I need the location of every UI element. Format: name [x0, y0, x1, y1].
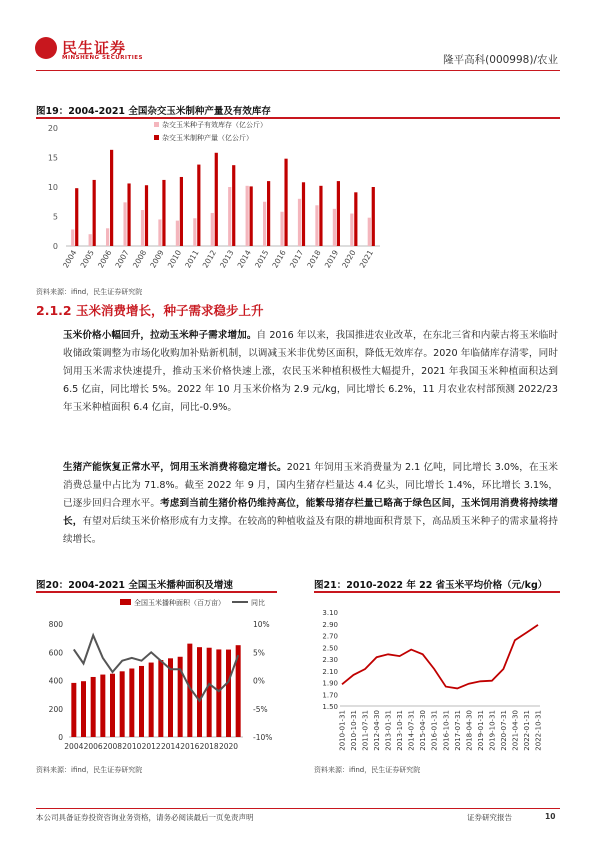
- fig20-xtick-2014: 2014: [160, 742, 181, 751]
- fig21-xtick-2021-04-30: 2021-04-30: [511, 710, 520, 751]
- fig20-xtick-2018: 2018: [199, 742, 219, 751]
- header-divider: [36, 70, 560, 71]
- fig20-xtick-2004: 2004: [64, 742, 84, 751]
- fig19-bar-inventory-2015: [263, 202, 266, 246]
- fig19-bar-inventory-2007: [123, 202, 126, 246]
- fig19-xtick-2018: 2018: [305, 248, 323, 270]
- fig20-bar-2011: [139, 666, 144, 737]
- fig20-xtick-2020: 2020: [218, 742, 239, 751]
- fig19-bar-output-2017: [302, 182, 305, 246]
- paragraph-2-emphasis: 考虑到当前生猪价格仍维持高位，能繁母猪存栏量已略高于绿色区间，玉米饲用消费将持续增长，: [63, 498, 559, 527]
- fig21-chart: [314, 592, 560, 762]
- fig21-xtick-2010-10-31: 2010-10-31: [350, 710, 358, 751]
- fig19-bar-output-2011: [197, 165, 200, 246]
- fig20-bar-2006: [91, 677, 96, 737]
- fig19-bar-inventory-2011: [193, 218, 196, 246]
- fig20-legend-swatch-area: [120, 599, 131, 605]
- fig20-ytick-0: 0: [58, 733, 63, 742]
- fig20-title: 图20：2004-2021 全国玉米播种面积及增速: [36, 580, 233, 591]
- fig20-source: 资料来源：ifind，民生证券研究院: [36, 766, 143, 774]
- fig21-ytick-0: 3.10: [322, 609, 338, 617]
- fig19-xtick-2010: 2010: [165, 248, 184, 270]
- fig21-ytick-2: 2.70: [322, 632, 338, 641]
- fig20-growth-line: [74, 635, 238, 701]
- footer-disclaimer: 本公司具备证券投资咨询业务资格，请务必阅读最后一页免责声明: [36, 813, 254, 822]
- fig19-legend-swatch-0: [154, 122, 159, 127]
- fig19-xtick-2020: 2020: [340, 248, 358, 270]
- fig19-bar-inventory-2018: [315, 205, 318, 246]
- fig19-xtick-2006: 2006: [96, 248, 114, 270]
- fig20-y2tick-1: 5%: [253, 648, 265, 658]
- fig21-ytick-1: 2.90: [322, 620, 338, 629]
- fig19-bar-inventory-2019: [333, 209, 336, 246]
- fig19-xtick-2013: 2013: [218, 248, 236, 270]
- fig19-xtick-2015: 2015: [253, 248, 271, 270]
- fig20-y2tick-3: -5%: [253, 704, 268, 714]
- footer-divider: [36, 808, 560, 809]
- fig19-xtick-2011: 2011: [183, 248, 201, 270]
- fig19-bar-inventory-2006: [106, 228, 109, 246]
- fig21-price-line: [342, 625, 538, 689]
- fig21-source: 资料来源：ifind，民生证券研究院: [314, 766, 421, 774]
- header-company: 隆平高科(000998)/农业: [443, 54, 558, 66]
- fig19-xtick-2005: 2005: [78, 248, 96, 270]
- fig20-xtick-2006: 2006: [83, 742, 103, 751]
- fig20-ytick-3: 600: [48, 648, 63, 658]
- logo-text: 民生证券: [62, 39, 127, 57]
- paragraph-2-body: 2021 年饲用玉米消费量为 2.1 亿吨，同比增长 3.0%，在玉米消费总量中占比为 71.8%。截至 2022 年 9 月，国内生猪存栏量达 4.4 亿头，同比增长 1.4%，环比增长 3.1%，已逐步回归合理水平。: [63, 462, 558, 509]
- fig19-legend-label-1: 杂交玉米制种产量（亿公斤）: [162, 134, 253, 142]
- fig19-ytick-4: 20: [47, 124, 58, 133]
- fig20-ytick-1: 200: [48, 704, 63, 714]
- fig20-bar-2010: [129, 668, 134, 737]
- fig19-bar-output-2010: [180, 177, 183, 246]
- fig21-ytick-7: 1.70: [322, 691, 338, 700]
- fig19-xtick-2019: 2019: [322, 248, 341, 270]
- fig20-bar-2009: [120, 671, 125, 737]
- fig21-ytick-3: 2.50: [322, 644, 338, 653]
- paragraph-2-tail: 有望对后续玉米价格形成有力支撑。在较高的种植收益及有限的耕地面积背景下，高品质玉米种子的需求量将持续增长。: [63, 516, 559, 545]
- fig21-xtick-2010-01-31: 2010-01-31: [338, 710, 347, 751]
- fig19-ytick-0: 0: [52, 242, 58, 251]
- fig20-bar-2007: [100, 675, 105, 737]
- fig19-bar-output-2013: [232, 165, 235, 246]
- paragraph-1-lead: 玉米价格小幅回升，拉动玉米种子需求增加。: [63, 330, 257, 341]
- fig20-bar-2019: [216, 649, 221, 737]
- fig21-xtick-2011-07-31: 2011-07-31: [361, 710, 370, 751]
- fig21-xtick-2018-04-30: 2018-04-30: [465, 710, 474, 751]
- fig19-xtick-2004: 2004: [61, 248, 79, 270]
- fig20-xtick-2008: 2008: [102, 742, 123, 751]
- fig19-ytick-3: 15: [47, 153, 58, 163]
- fig19-bar-output-2014: [250, 186, 253, 246]
- fig19-bar-inventory-2010: [176, 221, 179, 246]
- fig20-bar-2012: [149, 663, 154, 737]
- fig19-source: 资料来源：ifind，民生证券研究院: [36, 288, 143, 296]
- fig20-ytick-2: 400: [48, 676, 63, 686]
- fig19-xtick-2016: 2016: [270, 248, 288, 270]
- fig19-bar-output-2020: [354, 192, 357, 246]
- fig21-xtick-2013-01-31: 2013-01-31: [384, 710, 393, 751]
- fig19-bar-output-2021: [372, 187, 375, 246]
- fig19-bar-inventory-2021: [368, 218, 371, 246]
- fig21-ytick-6: 1.90: [322, 679, 338, 688]
- fig19-ytick-1: 5: [52, 212, 58, 222]
- paragraph-1-body: 自 2016 年以来，我国推进农业改革，在东北三省和内蒙古将玉米临时收储政策调整为市场化收购加补贴新机制，以调减玉米非优势区面积，降低无效库存。2020 年临储库存清零，同时饲用玉米需求快速提升，推动玉米价格快速上涨，农民玉米种植积极性大幅提升，2021 年我国玉米种植面积达到 6.5 亿亩，同比增长 5%。2022 年 10 月玉米价格为 2.9 元/kg，同比增长 6.2%，11 月农业农村部预测 2022/23 年玉米种植面积 6.4 亿亩，同比-0.9%。: [63, 330, 559, 413]
- fig19-bar-output-2015: [267, 181, 270, 246]
- fig21-ytick-5: 2.10: [322, 667, 338, 676]
- fig21-xtick-2019-10-31: 2019-10-31: [488, 710, 497, 751]
- fig19-bar-inventory-2012: [211, 213, 214, 246]
- fig21-xtick-2022-01-31: 2022-01-31: [523, 710, 531, 751]
- fig19-bar-output-2012: [215, 153, 218, 246]
- fig19-bar-inventory-2009: [158, 219, 161, 246]
- fig20-xtick-2016: 2016: [180, 742, 200, 751]
- fig20-y2tick-0: 10%: [253, 620, 270, 629]
- fig20-y2tick-2: 0%: [253, 676, 265, 686]
- fig19-bar-inventory-2013: [228, 187, 231, 246]
- fig19-title: 图19：2004-2021 全国杂交玉米制种产量及有效库存: [36, 106, 271, 117]
- fig19-bar-inventory-2008: [141, 210, 144, 246]
- fig19-xtick-2012: 2012: [200, 248, 219, 270]
- section-title: 2.1.2 玉米消费增长，种子需求稳步上升: [36, 303, 264, 318]
- paragraph-2: [63, 459, 558, 549]
- fig20-xtick-2012: 2012: [141, 742, 161, 751]
- fig21-title: 图21：2010-2022 年 22 省玉米平均价格（元/kg）: [314, 580, 548, 591]
- fig21-xtick-2016-01-31: 2016-01-31: [430, 710, 439, 751]
- fig20-legend-label-area: 全国玉米播种面积（百万亩）: [134, 599, 225, 607]
- fig19-bar-inventory-2004: [71, 229, 74, 246]
- fig21-ytick-8: 1.50: [322, 703, 338, 711]
- fig20-bar-2005: [81, 681, 86, 737]
- fig19-bar-output-2019: [337, 181, 340, 246]
- fig21-xtick-2013-10-31: 2013-10-31: [396, 710, 405, 751]
- fig20-chart: [36, 592, 279, 760]
- fig20-bar-2020: [226, 650, 231, 737]
- logo-icon: [35, 37, 57, 59]
- fig21-xtick-2017-07-31: 2017-07-31: [453, 710, 462, 751]
- fig21-xtick-2014-07-31: 2014-07-31: [407, 710, 416, 751]
- fig20-bar-2017: [197, 647, 202, 737]
- fig20-ytick-4: 800: [48, 620, 63, 629]
- page-number: 10: [545, 812, 556, 821]
- fig19-xtick-2007: 2007: [113, 248, 131, 270]
- fig19-bar-inventory-2020: [350, 214, 353, 246]
- fig19-ytick-2: 10: [47, 183, 58, 192]
- fig19-bar-inventory-2014: [246, 186, 249, 246]
- fig19-bar-output-2005: [93, 180, 96, 246]
- fig20-y2tick-4: -10%: [253, 733, 273, 742]
- fig19-xtick-2017: 2017: [287, 248, 306, 270]
- fig19-chart: [36, 118, 560, 284]
- fig19-bar-output-2008: [145, 185, 148, 246]
- fig19-xtick-2021: 2021: [357, 248, 376, 270]
- fig19-bar-inventory-2005: [89, 234, 92, 246]
- fig21-xtick-2022-10-31: 2022-10-31: [534, 710, 543, 751]
- fig20-bar-2018: [207, 648, 212, 737]
- fig19-bar-output-2016: [284, 159, 287, 246]
- footer-report-type: 证券研究报告: [467, 813, 512, 822]
- fig19-bar-output-2006: [110, 150, 113, 246]
- fig19-bar-output-2009: [162, 180, 165, 246]
- fig19-bar-output-2007: [127, 183, 130, 246]
- fig20-legend-label-growth: 同比: [251, 599, 265, 607]
- logo-subtext: MINSHENG SECURITIES: [62, 55, 143, 61]
- fig19-bar-inventory-2016: [280, 212, 283, 246]
- fig21-xtick-2015-04-30: 2015-04-30: [419, 710, 428, 751]
- fig21-xtick-2012-04-30: 2012-04-30: [373, 710, 382, 751]
- fig19-bar-output-2004: [75, 188, 78, 246]
- paragraph-1: [63, 327, 558, 417]
- fig21-xtick-2016-10-31: 2016-10-31: [442, 710, 451, 751]
- fig19-bar-inventory-2017: [298, 199, 301, 246]
- fig19-legend-label-0: 杂交玉米种子有效库存（亿公斤）: [162, 121, 267, 129]
- fig19-xtick-2008: 2008: [130, 248, 149, 270]
- fig20-xtick-2010: 2010: [122, 742, 142, 751]
- fig21-xtick-2019-01-31: 2019-01-31: [476, 710, 485, 751]
- fig21-xtick-2020-07-31: 2020-07-31: [499, 710, 508, 751]
- fig21-ytick-4: 2.30: [322, 656, 338, 664]
- fig19-xtick-2014: 2014: [235, 248, 253, 270]
- fig20-bar-2004: [71, 683, 76, 737]
- fig20-bar-2013: [158, 660, 163, 737]
- fig19-bar-output-2018: [319, 186, 322, 246]
- fig19-legend-swatch-1: [154, 135, 159, 140]
- fig20-bar-2008: [110, 674, 115, 737]
- paragraph-2-lead: 生猪产能恢复正常水平，饲用玉米消费将稳定增长。: [63, 462, 287, 473]
- fig19-xtick-2009: 2009: [148, 248, 166, 270]
